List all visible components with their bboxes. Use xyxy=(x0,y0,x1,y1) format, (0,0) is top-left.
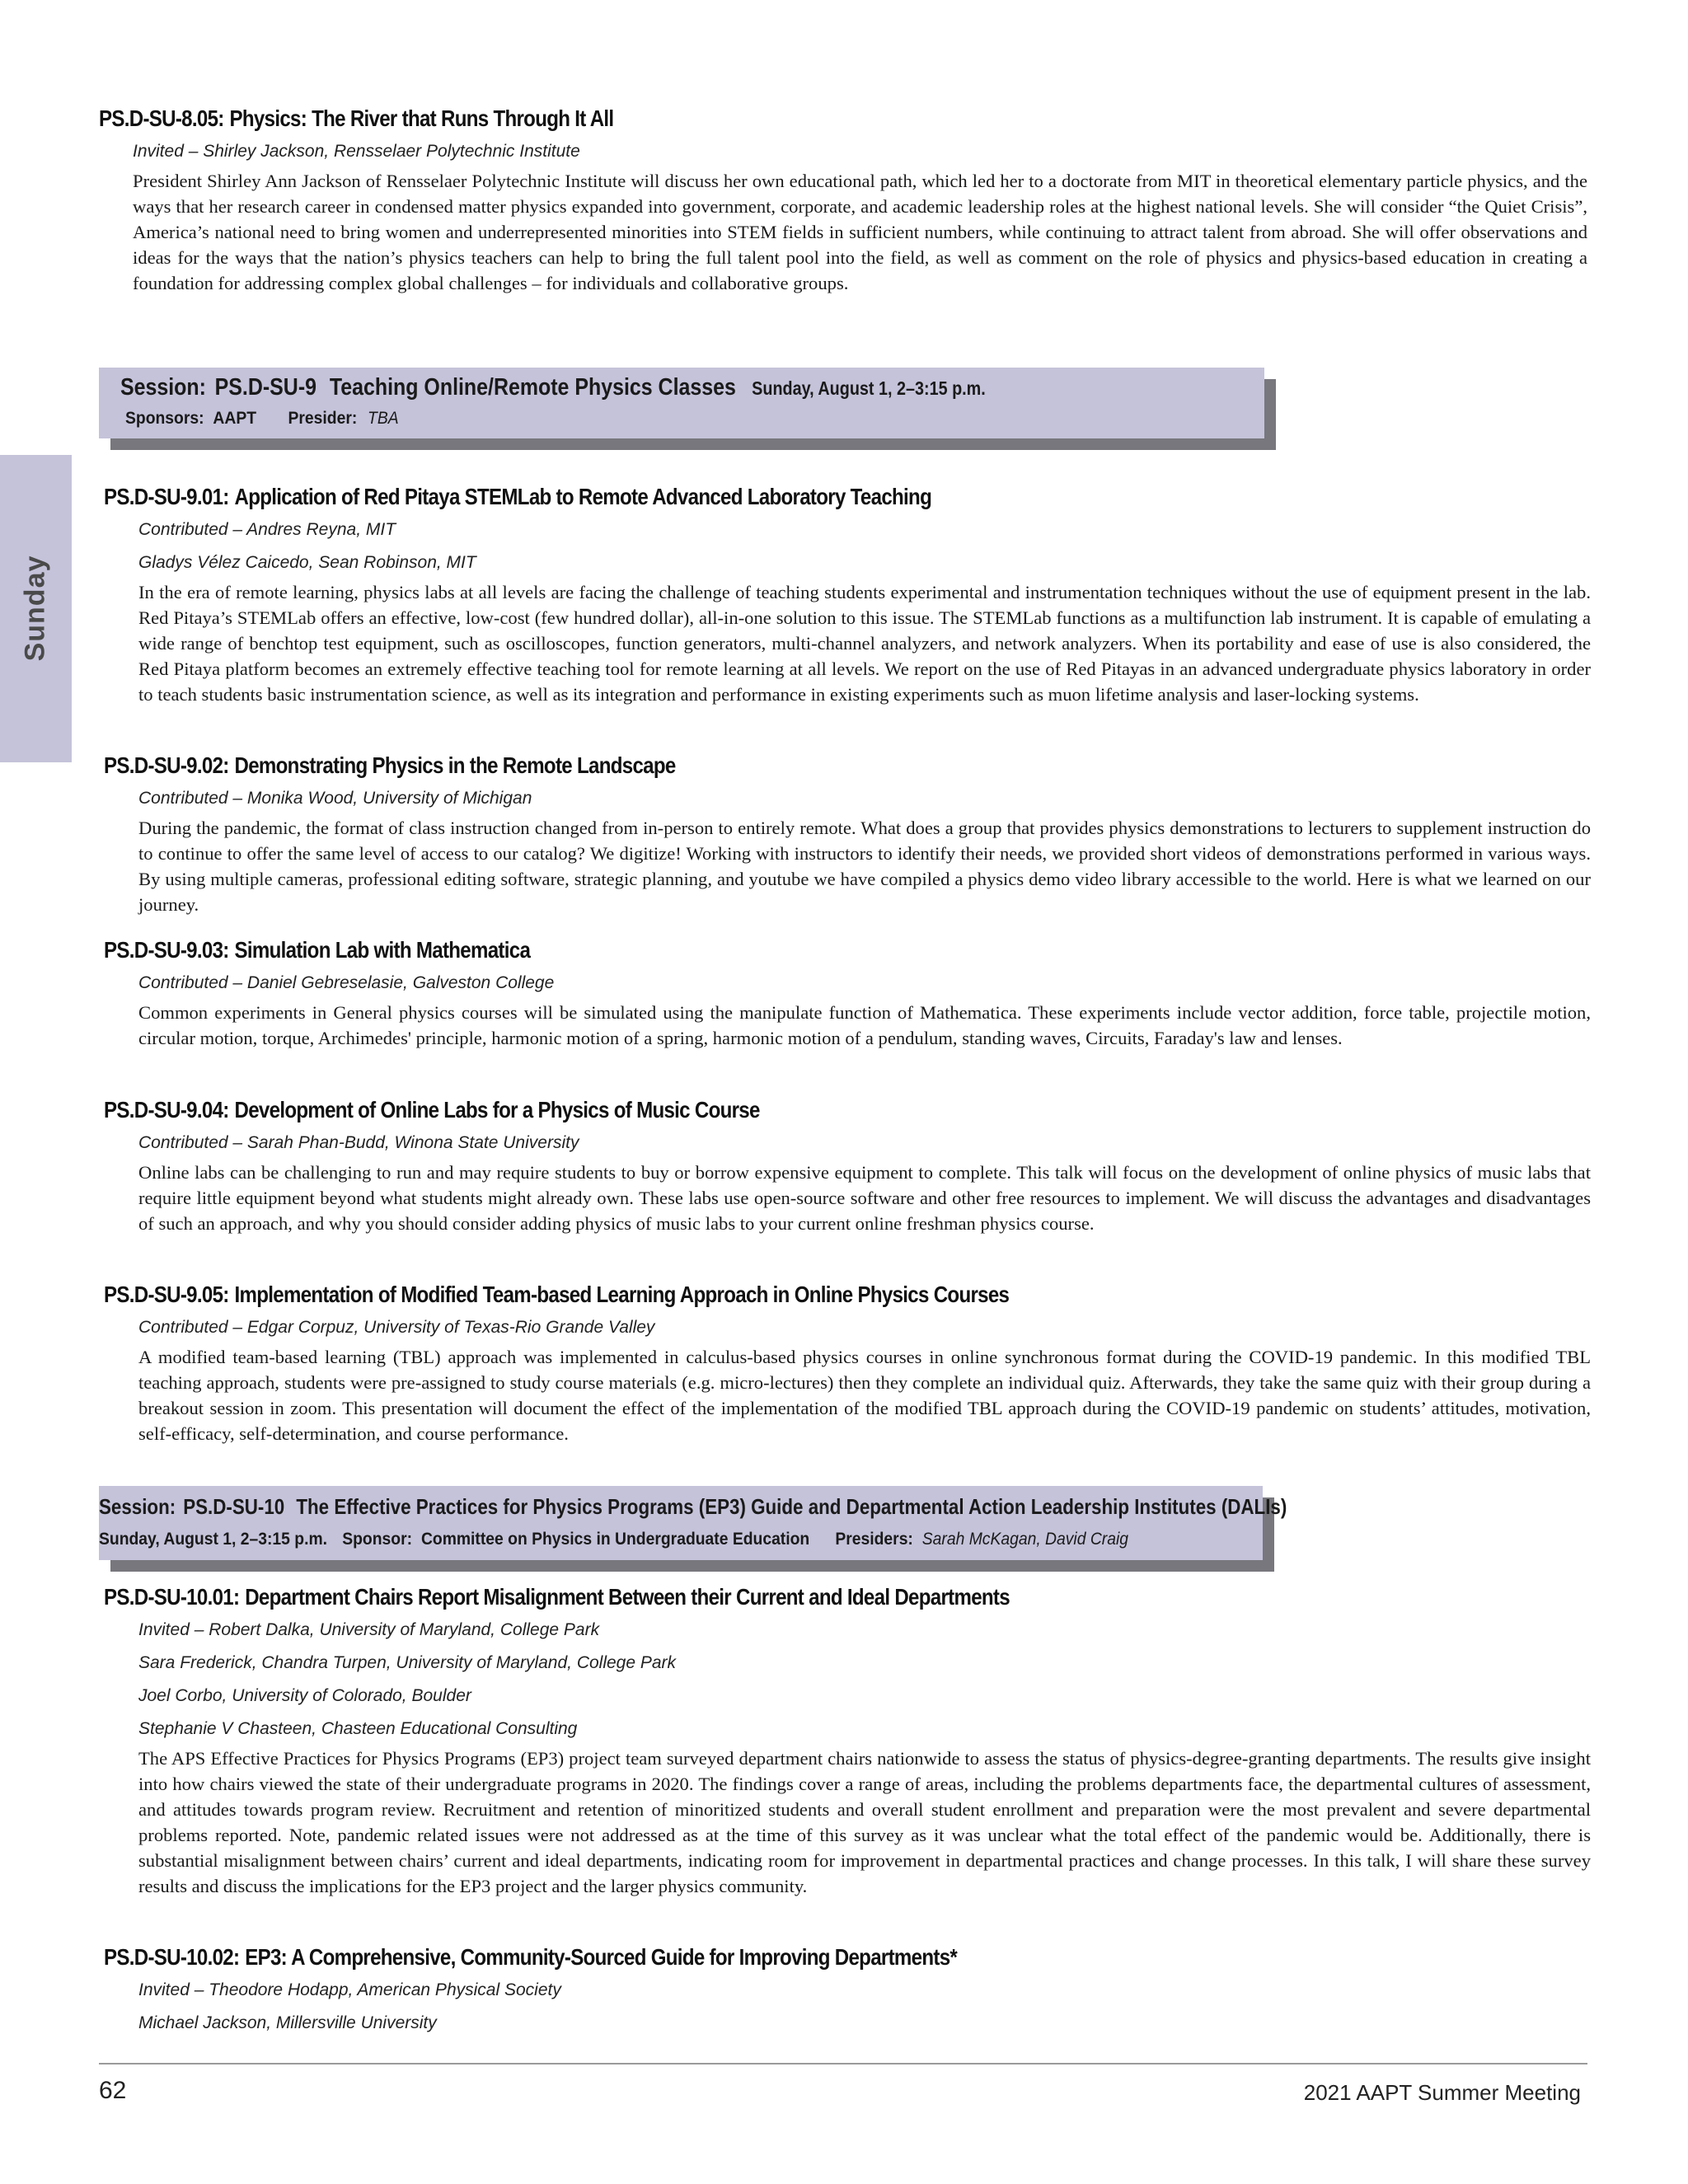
sponsor-label: Sponsor: xyxy=(342,1530,413,1549)
talk-author: Invited – Theodore Hodapp, American Physical Society xyxy=(138,1980,561,1999)
talk-abstract: Common experiments in General physics courses will be simulated using the manipulate function of Mathematica. These experiments include vector addition, force table, projectile motion, circular motion, torque, Archimedes' principle, harmonic motion of a spring, harmonic motion of a pendulum, standing waves, Circuits, Faraday's law and lenses. xyxy=(138,1002,1591,1048)
talk-author: Sara Frederick, Chandra Turpen, University of Maryland, College Park xyxy=(138,1653,677,1672)
session-title: Teaching Online/Remote Physics Classes xyxy=(329,374,736,401)
talk-abstract: Online labs can be challenging to run and may require students to buy or borrow expensive equipment to complete. This talk will focus on the development of online physics of music labs that require little equipment beyond what students might already own. These labs use open-source software and other free resources to implement. We will discuss the advantages and disadvantages of such an approach, and why you should consider adding physics of music labs to your current online freshman physics course. xyxy=(138,1162,1591,1234)
talk-code: PS.D-SU-9.01: xyxy=(104,484,229,509)
session-header xyxy=(99,368,1264,438)
presider-label: Presider: xyxy=(288,409,358,428)
talk-9-05 xyxy=(0,1278,1688,1446)
sponsors: AAPT xyxy=(213,409,257,428)
talk-author: Invited – Robert Dalka, University of Maryland, College Park xyxy=(138,1620,600,1639)
talk-title-text: Simulation Lab with Mathematica xyxy=(234,937,531,963)
talk-author: Invited – Shirley Jackson, Rensselaer Polytechnic Institute xyxy=(133,142,580,161)
session-sponsor-line xyxy=(125,405,399,432)
session-time: Sunday, August 1, 2–3:15 p.m. xyxy=(752,377,986,399)
session-label: Session: xyxy=(120,374,206,401)
session-time: Sunday, August 1, 2–3:15 p.m. xyxy=(99,1530,327,1549)
talk-title xyxy=(104,1581,1466,1614)
talk-9-02 xyxy=(0,749,1688,917)
talk-author: Gladys Vélez Caicedo, Sean Robinson, MIT xyxy=(138,553,476,572)
talk-author: Contributed – Edgar Corpuz, University of Texas-Rio Grande Valley xyxy=(138,1318,655,1337)
presider: TBA xyxy=(368,409,399,428)
talk-title xyxy=(104,1094,1466,1127)
session-title-line xyxy=(120,371,986,404)
talk-code: PS.D-SU-9.05: xyxy=(104,1282,229,1307)
session-title-line xyxy=(99,1491,1287,1522)
session-code: PS.D-SU-9 xyxy=(214,374,317,401)
talk-code: PS.D-SU-9.03: xyxy=(104,937,229,963)
talk-author: Stephanie V Chasteen, Chasteen Educational Consulting xyxy=(138,1719,578,1738)
talk-title xyxy=(104,749,1466,782)
sponsors-label: Sponsors: xyxy=(125,409,204,428)
talk-abstract: During the pandemic, the format of class instruction changed from in-person to entirely remote. What does a group that provides physics demonstrations to lecturers to supplement instruction do to continue to offer the same level of access to our catalog? We digitize! Working with instructors to identify their needs, we provided short videos of demonstrations performed in various ways. By using multiple cameras, professional editing software, strategic planning, and youtube we have compiled a physics demo video library accessible to the world. Here is what we learned on our journey. xyxy=(138,818,1591,915)
talk-author: Michael Jackson, Millersville University xyxy=(138,2013,437,2032)
session-label: Session: xyxy=(99,1494,176,1519)
talk-title-text: Development of Online Labs for a Physics of Music Course xyxy=(234,1097,760,1122)
presiders-label: Presiders: xyxy=(835,1530,913,1549)
session-sponsor-line xyxy=(99,1526,1128,1554)
sponsor: Committee on Physics in Undergraduate Education xyxy=(420,1530,810,1549)
talk-abstract: A modified team-based learning (TBL) approach was implemented in calculus-based physics courses in online synchronous format during the COVID-19 pandemic. In this modified TBL teaching approach, students were pre-assigned to study course materials (e.g. micro-lectures) then they complete an individual quiz. Afterwards, they take the same quiz with their group during a breakout session in zoom. This presentation will document the effect of the implementation of the modified TBL approach during the COVID-19 pandemic on students’ attitudes, motivation, self-efficacy, self-determination, and course performance. xyxy=(138,1347,1591,1444)
talk-title-text: EP3: A Comprehensive, Community-Sourced Guide for Improving Departments* xyxy=(245,1944,958,1970)
page-number: 62 xyxy=(99,2077,127,2104)
talk-9-04 xyxy=(0,1094,1688,1236)
talk-title-text: Department Chairs Report Misalignment Between their Current and Ideal Departments xyxy=(245,1584,1010,1610)
talk-code: PS.D-SU-9.04: xyxy=(104,1097,229,1122)
session-header xyxy=(99,1486,1287,1560)
talk-abstract: The APS Effective Practices for Physics Programs (EP3) project team surveyed department chairs nationwide to assess the status of physics-degree-granting departments. The results give insight into how chairs viewed the state of their undergraduate programs in 2020. The findings cover a range of areas, including the problems departments face, the departmental cultures of assessment, and attitudes towards program review. Recruitment and retention of minoritized students and overall student enrollment and preparation were the most prevalent and severe departmental problems reported. Note, pandemic related issues were not addressed as at the time of this survey as it was unclear what the total effect of the pandemic would be. Additionally, there is substantial misalignment between chairs’ current and ideal departments, indicating room for improvement in departmental practices and change processes. In this talk, I will share these survey results and discuss the implications for the EP3 project and the larger physics community. xyxy=(138,1748,1591,1896)
talk-title-text: Physics: The River that Runs Through It All xyxy=(229,105,614,131)
talk-author: Contributed – Andres Reyna, MIT xyxy=(138,520,396,539)
session-title: The Effective Practices for Physics Programs (EP3) Guide and Departmental Action Leadership Institutes (DALIs) xyxy=(296,1494,1287,1519)
footer-meeting: 2021 AAPT Summer Meeting xyxy=(1303,2080,1581,2105)
talk-code: PS.D-SU-10.02: xyxy=(104,1944,240,1970)
presiders: Sarah McKagan, David Craig xyxy=(921,1530,1128,1549)
talk-author: Contributed – Daniel Gebreselasie, Galveston College xyxy=(138,973,555,992)
talk-abstract: President Shirley Ann Jackson of Rensselaer Polytechnic Institute will discuss her own educational path, which led her to a doctorate from MIT in theoretical elementary particle physics, and the ways that her research career in condensed matter physics expanded into government, corporate, and academic leadership roles at the highest national levels. She will consider “the Quiet Crisis”, America’s national need to bring women and underrepresented minorities into STEM fields in sufficient numbers, while continuing to attract talent from abroad. She will offer observations and ideas for the ways that the nation’s physics teachers can help to bring the full talent pool into the field, as well as comment on the role of physics and physics-based education in creating a foundation for addressing complex global challenges – for individuals and collaborative groups. xyxy=(133,171,1587,293)
talk-9-01 xyxy=(0,480,1688,707)
talk-title xyxy=(104,934,1466,967)
talk-code: PS.D-SU-10.01: xyxy=(104,1584,240,1610)
talk-abstract: In the era of remote learning, physics labs at all levels are facing the challenge of teaching students experimental and instrumentation techniques without the use of equipment present in the lab. Red Pitaya’s STEMLab offers an effective, low-cost (few hundred dollar), all-in-one solution to this issue. The STEMLab functions as a multifunction lab instrument. It is capable of emulating a wide range of benchtop test equipment, such as oscilloscopes, function generators, multi-channel analyzers, and network analyzers. When its portability and ease of use is also considered, the Red Pitaya platform becomes an extremely effective teaching tool for remote learning at all levels. We report on the use of Red Pitayas in an advanced undergraduate physics laboratory in order to teach students basic instrumentation science, as well as its integration and performance in existing experiments such as muon lifetime analysis and laser-locking systems. xyxy=(138,582,1591,705)
talk-title xyxy=(104,1278,1466,1311)
talk-9-03 xyxy=(0,934,1688,1051)
session-code: PS.D-SU-10 xyxy=(183,1494,285,1519)
talk-title xyxy=(104,1941,1466,1974)
talk-title xyxy=(99,102,1465,135)
talk-author: Contributed – Monika Wood, University of Michigan xyxy=(138,789,532,808)
talk-10-01 xyxy=(0,1581,1688,1899)
talk-10-02 xyxy=(0,1941,1688,2040)
side-tab-label: Sunday xyxy=(19,555,51,662)
talk-title-text: Implementation of Modified Team-based Learning Approach in Online Physics Courses xyxy=(234,1282,1010,1307)
footer-rule xyxy=(99,2063,1587,2064)
talk-code: PS.D-SU-9.02: xyxy=(104,752,229,778)
talk-title-text: Application of Red Pitaya STEMLab to Remote Advanced Laboratory Teaching xyxy=(234,484,932,509)
talk-8-05 xyxy=(0,102,1688,296)
talk-title-text: Demonstrating Physics in the Remote Landscape xyxy=(234,752,676,778)
talk-author: Contributed – Sarah Phan-Budd, Winona State University xyxy=(138,1133,579,1152)
talk-author: Joel Corbo, University of Colorado, Boulder xyxy=(138,1686,471,1705)
talk-title xyxy=(104,480,1466,513)
talk-code: PS.D-SU-8.05: xyxy=(99,105,224,131)
